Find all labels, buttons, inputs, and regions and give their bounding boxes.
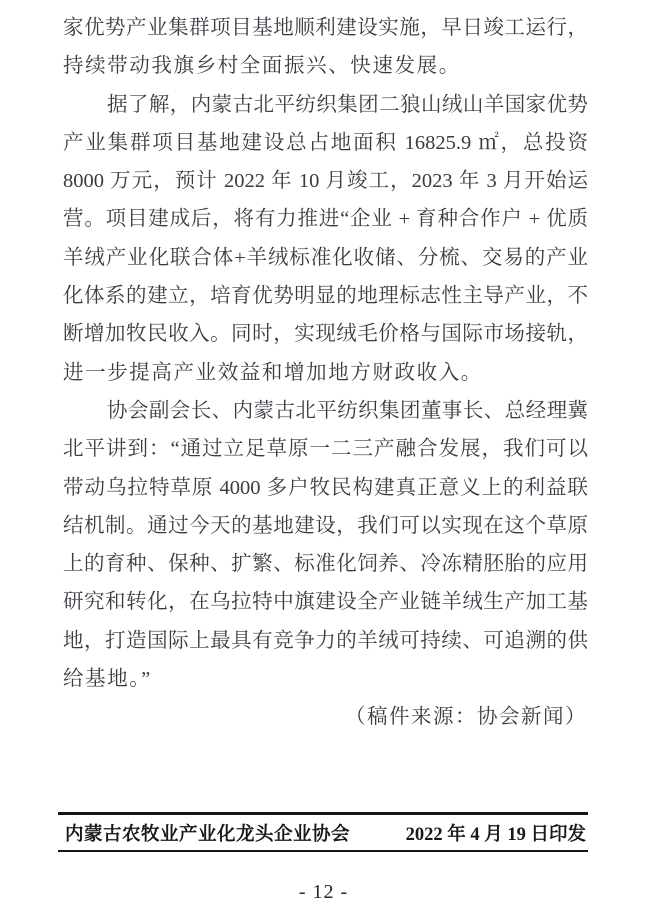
- document-footer: [58, 812, 588, 852]
- body-text-line: 羊绒产业化联合体+羊绒标准化收储、分梳、交易的产业: [63, 246, 588, 269]
- body-text-line: 家优势产业集群项目基地顺利建设实施，早日竣工运行，: [63, 17, 588, 39]
- body-text-line: 化体系的建立，培育优势明显的地理标志性主导产业，不: [63, 285, 588, 308]
- body-text-line: 协会副会长、内蒙古北平纺织集团董事长、总经理冀: [107, 399, 588, 422]
- issuer-name: 内蒙古农牧业产业化龙头企业协会: [65, 824, 351, 845]
- body-text-line: 产业集群项目基地建设总占地面积 16825.9 ㎡，总投资: [63, 131, 588, 154]
- article-body: [63, 9, 588, 737]
- body-text-line: 断增加牧民收入。同时，实现绒毛价格与国际市场接轨，: [63, 323, 588, 346]
- footer-rule-bottom: [58, 850, 588, 852]
- body-text-line: 北平讲到：“通过立足草原一二三产融合发展，我们可以: [63, 438, 588, 461]
- body-text-line: 8000 万元，预计 2022 年 10 月竣工，2023 年 3 月开始运: [63, 170, 588, 193]
- body-text-line: 结机制。通过今天的基地建设，我们可以实现在这个草原: [63, 514, 588, 537]
- source-attribution: （稿件来源：协会新闻）: [345, 706, 587, 729]
- body-text-line: 据了解，内蒙古北平纺织集团二狼山绒山羊国家优势: [107, 93, 588, 116]
- body-text-line: 上的育种、保种、扩繁、标准化饲养、冷冻精胚胎的应用: [63, 553, 588, 576]
- body-text-line: 带动乌拉特草原 4000 多户牧民构建真正意义上的利益联: [63, 476, 588, 499]
- issue-date: 2022 年 4 月 19 日印发: [405, 824, 586, 845]
- body-text-line: 给基地。”: [63, 668, 152, 691]
- body-text-line: 地，打造国际上最具有竞争力的羊绒可持续、可追溯的供: [63, 629, 588, 652]
- footer-row: [58, 815, 588, 850]
- body-text-line: 持续带动我旗乡村全面振兴、快速发展。: [63, 55, 461, 78]
- page-number: - 12 -: [298, 881, 349, 903]
- body-text-line: 营。项目建成后，将有力推进“企业 + 育种合作户 + 优质: [63, 208, 588, 231]
- body-text-line: 研究和转化，在乌拉特中旗建设全产业链羊绒生产加工基: [63, 591, 588, 614]
- body-text-line: 进一步提高产业效益和增加地方财政收入。: [63, 361, 483, 384]
